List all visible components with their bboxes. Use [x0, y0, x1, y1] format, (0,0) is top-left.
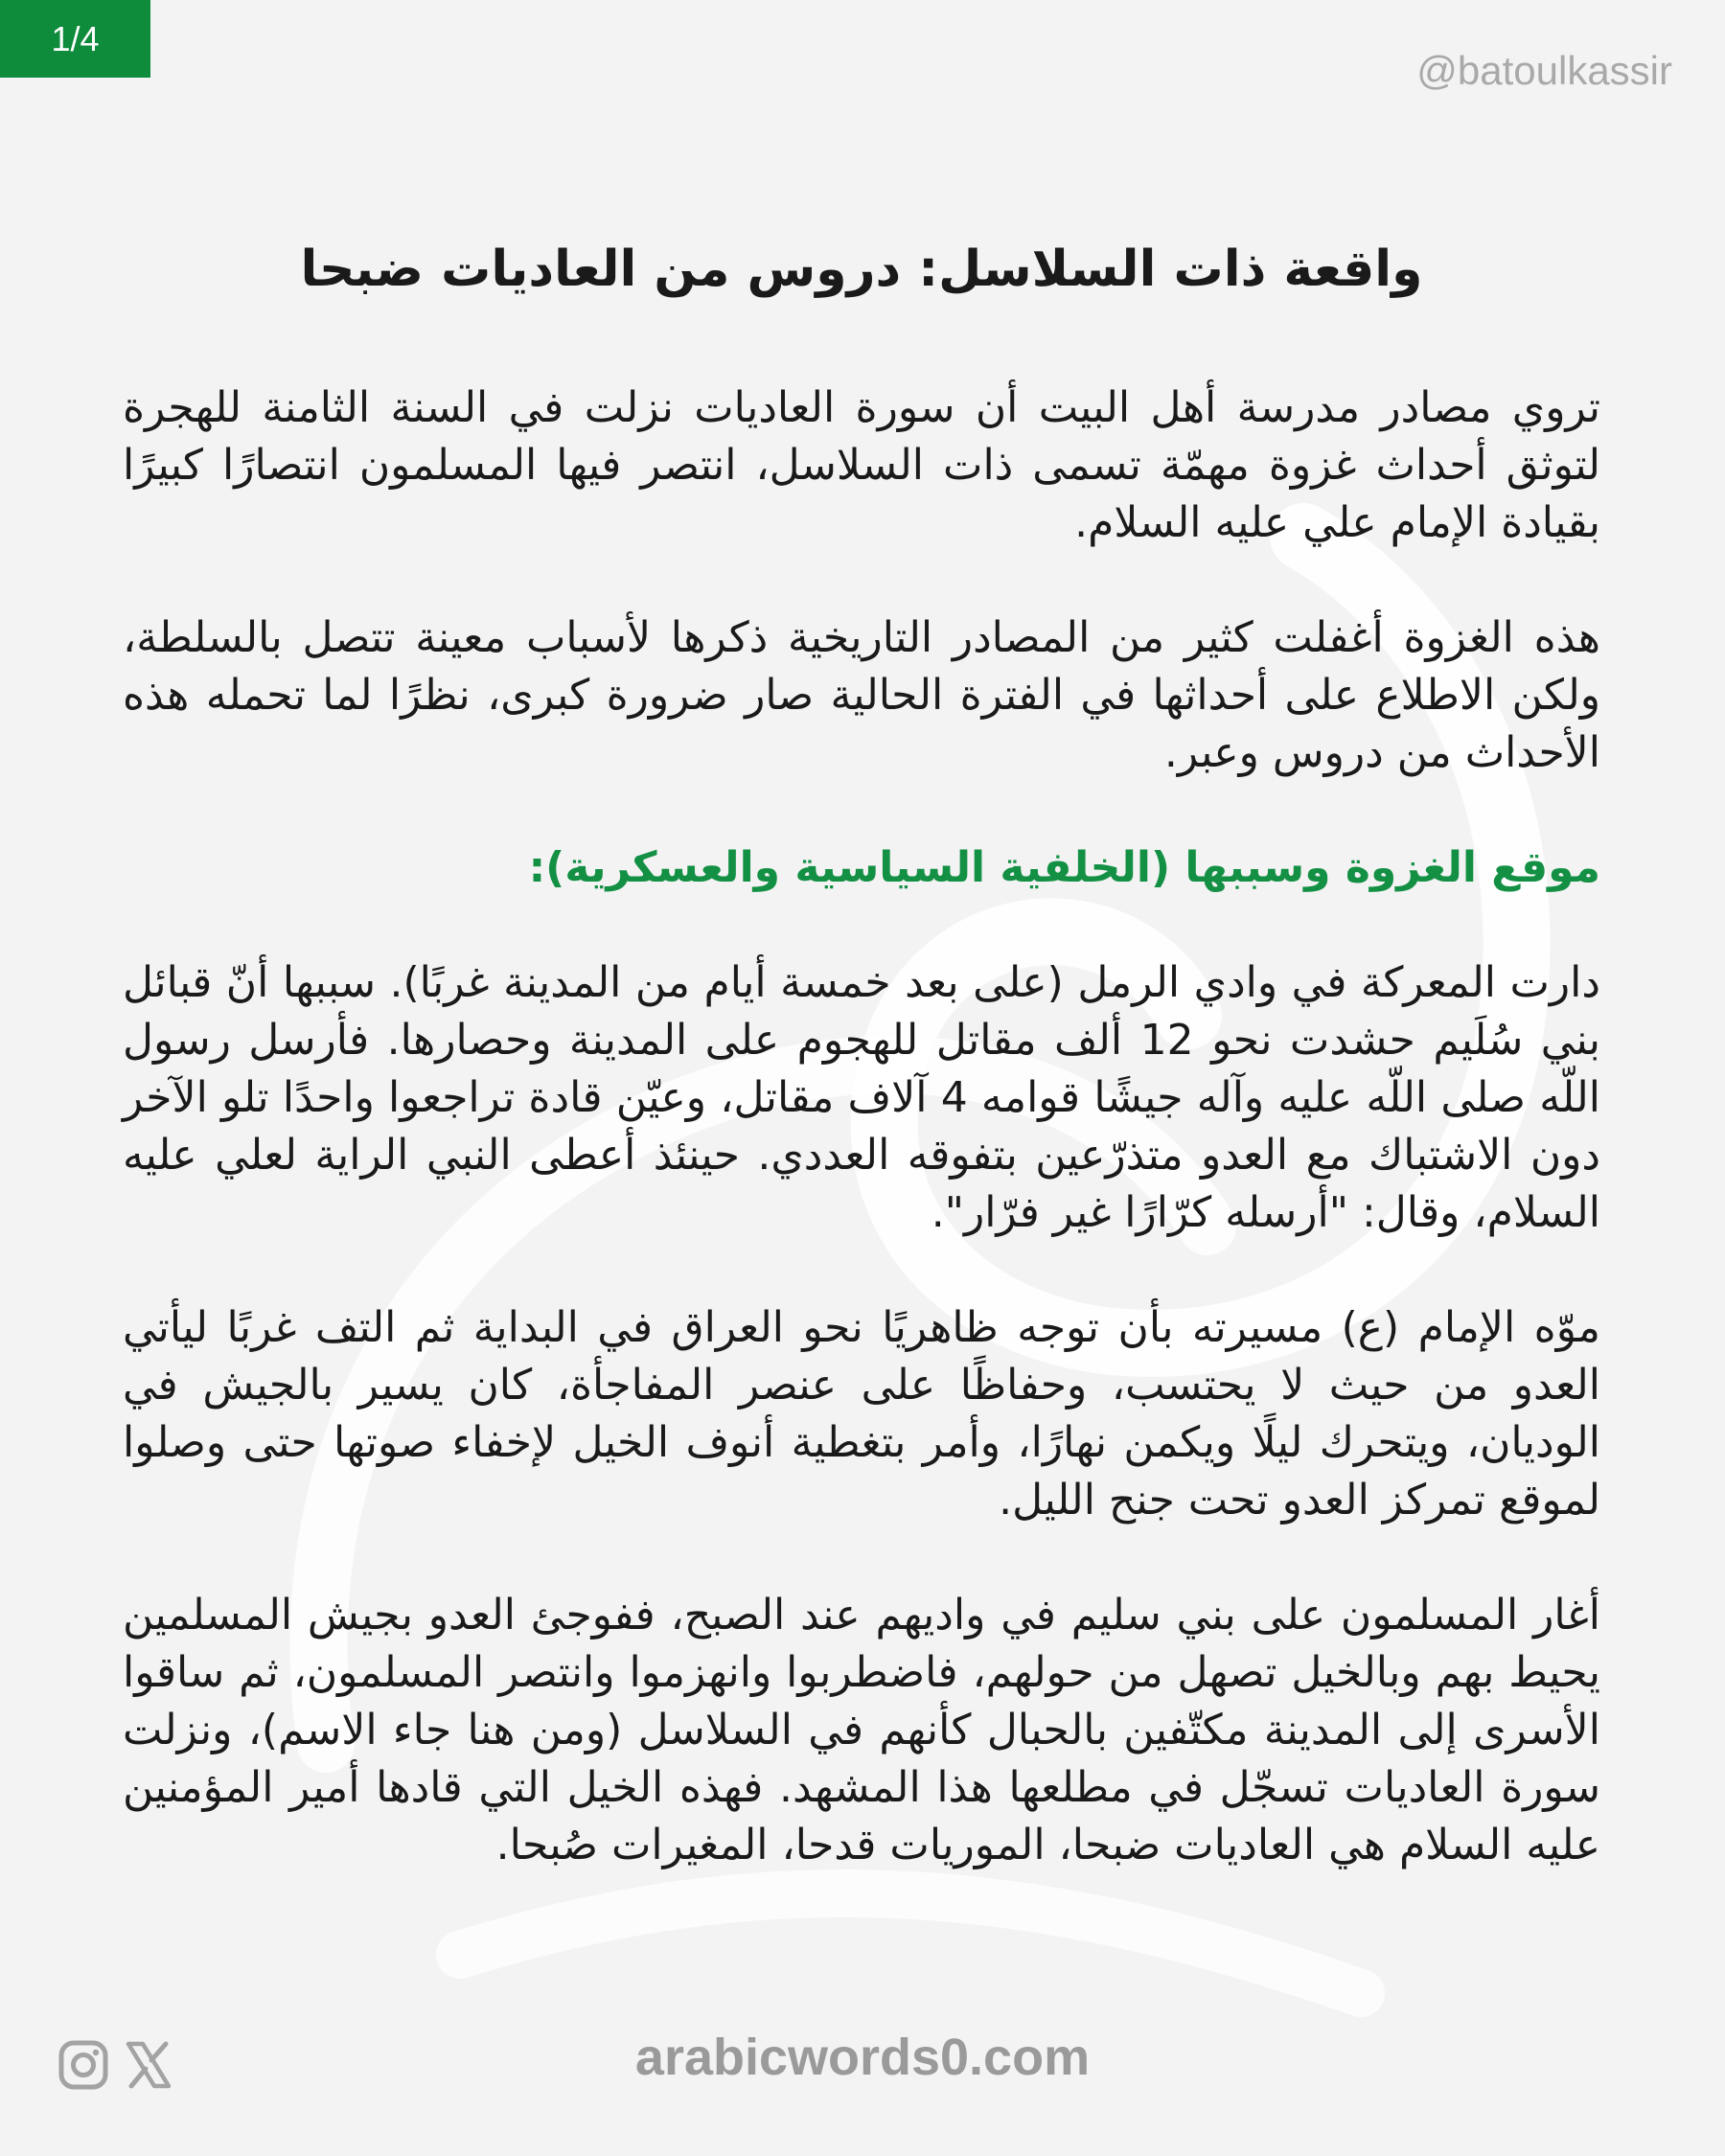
page-indicator: 1/4 — [0, 0, 150, 78]
section-subheading: موقع الغزوة وسببها (الخلفية السياسية والعسكرية): — [528, 843, 1600, 892]
article-title: واقعة ذات السلاسل: دروس من العاديات ضبحا — [300, 241, 1423, 298]
body-paragraph-3: أغار المسلمون على بني سليم في واديهم عند الصبح، ففوجئ العدو بجيش المسلمين يحيط بهم وبالخيل تصهل من حولهم، فاضطربوا وانهزموا وانتصر المسلمون، ثم ساقوا الأسرى إلى المدينة مكتّفين بالحبال كأنهم في السلاسل (ومن هنا جاء الاسم)، ونزلت سورة العاديات تسجّل في مطلعها هذا المشهد. فهذه الخيل التي قادها أمير المؤمنين عليه السلام هي العاديات ضبحا، الموريات قدحا، المغيرات صُبحا. — [123, 1591, 1600, 1869]
article — [123, 226, 1600, 1932]
intro-paragraph-2: هذه الغزوة أغفلت كثير من المصادر التاريخية ذكرها لأسباب معينة تتصل بالسلطة، ولكن الاطلاع على أحداثها في الفترة الحالية صار ضرورة كبرى، نظرًا لما تحمله هذه الأحداث من دروس وعبر. — [123, 613, 1600, 777]
website-link[interactable]: arabicwords0.com — [634, 2029, 1091, 2086]
intro-paragraph-1: تروي مصادر مدرسة أهل البيت أن سورة العاديات نزلت في السنة الثامنة للهجرة لتوثق أحداث غزوة مهمّة تسمى ذات السلاسل، انتصر فيها المسلمون انتصارًا كبيرًا بقيادة الإمام علي عليه السلام. — [123, 383, 1600, 547]
body-paragraph-1: دارت المعركة في وادي الرمل (على بعد خمسة أيام من المدينة غربًا). سببها أنّ قبائل بني سُلَيم حشدت نحو 12 ألف مقاتل للهجوم على المدينة وحصارها. فأرسل رسول اللّه صلى اللّه عليه وآله جيشًا قوامه 4 آلاف مقاتل، وعيّن قادة تراجعوا واحدًا تلو الآخر دون الاشتباك مع العدو متذرّعين بتفوقه العددي. حينئذ أعطى النبي الراية لعلي عليه السلام، وقال: "أرسله كرّارًا غير فرّار". — [123, 958, 1600, 1237]
body-paragraph-2: موّه الإمام (ع) مسيرته بأن توجه ظاهريًا نحو العراق في البداية ثم التف غربًا ليأتي العدو من حيث لا يحتسب، وحفاظًا على عنصر المفاجأة، كان يسير بالجيش في الوديان، ويتحرك ليلًا ويكمن نهارًا، وأمر بتغطية أنوف الخيل لإخفاء صوتها حتى وصلوا لموقع تمركز العدو تحت جنح الليل. — [123, 1303, 1600, 1525]
author-handle: @batoulkassir — [1416, 48, 1672, 93]
